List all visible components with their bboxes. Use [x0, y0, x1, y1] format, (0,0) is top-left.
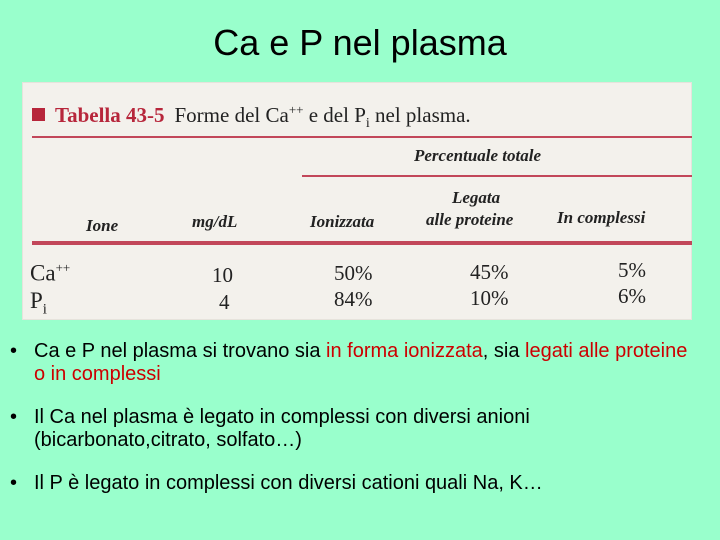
- header-mgdl: mg/dL: [192, 212, 238, 231]
- p-ionizzata: 84%: [334, 287, 373, 311]
- ca-complessi: 5%: [618, 258, 646, 282]
- caption-prefix: Forme del Ca: [174, 103, 289, 127]
- header-complessi: In complessi: [557, 208, 646, 227]
- highlight-ionizzata: in forma ionizzata: [326, 340, 483, 362]
- caption-suffix: nel plasma.: [369, 103, 471, 127]
- table-image: [22, 82, 692, 320]
- header-ione: Ione: [86, 216, 119, 235]
- ca-legata: 45%: [470, 260, 509, 284]
- header-group-label: Percentuale totale: [414, 146, 542, 165]
- ca-mgdl: 10: [212, 263, 233, 287]
- header-rule: [32, 241, 692, 245]
- header-ionizzata: Ionizzata: [310, 212, 375, 231]
- ca-ionizzata: 50%: [334, 261, 373, 285]
- title-rule: [32, 136, 692, 138]
- caption-middle: e del P: [303, 103, 366, 127]
- bullet-list: [10, 340, 700, 515]
- caption-p-subscript: i: [365, 116, 370, 132]
- table-caption: [32, 102, 471, 132]
- bullet-item: • Il P è legato in complessi con diversi cationi quali Na, K…: [10, 472, 700, 495]
- table-description: [174, 102, 471, 132]
- bullet-item: • Il Ca nel plasma è legato in complessi con diversi anioni (bicarbonato,citrato, solfato…): [10, 406, 700, 452]
- p-mgdl: 4: [219, 290, 230, 314]
- header-legata-line2: alle proteine: [426, 210, 514, 229]
- red-square-icon: [32, 108, 45, 121]
- p-legata: 10%: [470, 286, 509, 310]
- ion-symbol-ca: Ca++: [30, 260, 71, 286]
- highlight-legati: legati alle proteine o in complessi: [34, 340, 688, 385]
- slide-title: Ca e P nel plasma: [213, 22, 507, 63]
- header-legata-line1: Legata: [452, 188, 501, 207]
- bullet-item: • Ca e P nel plasma si trovano sia in forma ionizzata, sia legati alle proteine o in complessi: [10, 340, 700, 386]
- caption-ca-superscript: ++: [288, 102, 304, 117]
- ion-symbol-p: $P_i$: [30, 288, 47, 318]
- p-complessi: 6%: [618, 284, 646, 308]
- table-number: Tabella 43-5: [55, 103, 165, 127]
- header-group-rule: [302, 175, 692, 177]
